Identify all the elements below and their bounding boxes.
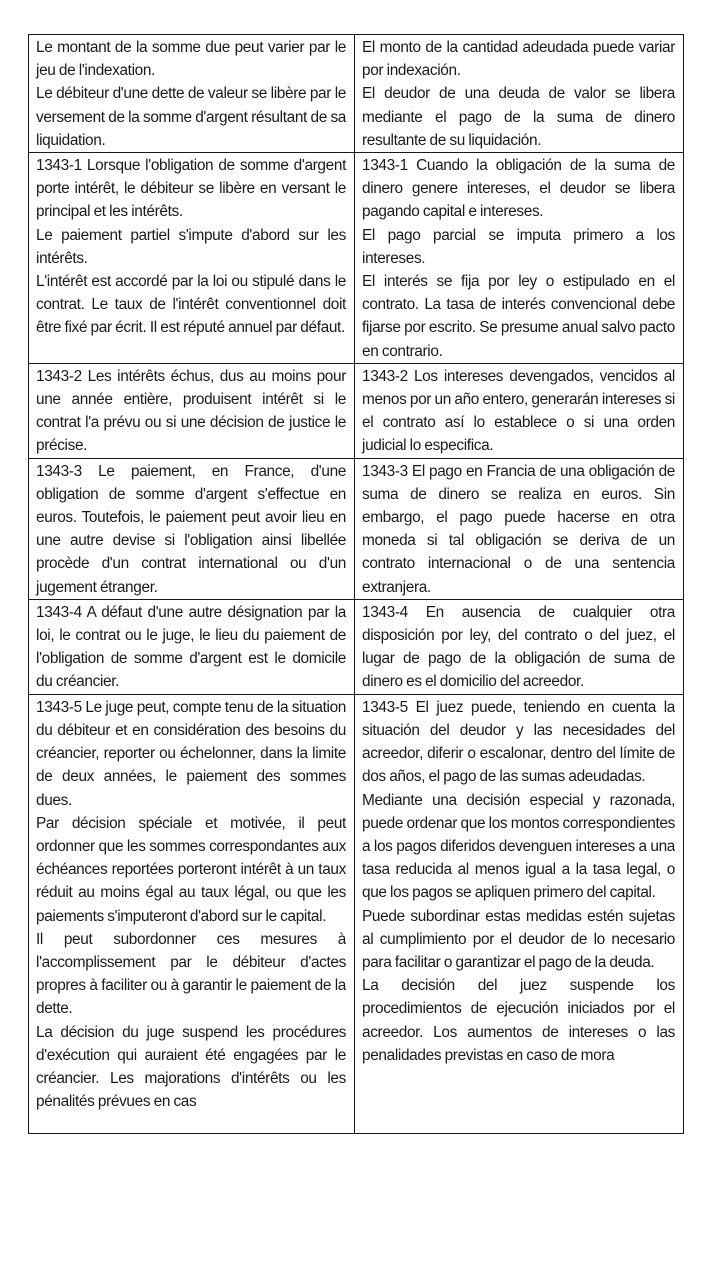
paragraph: L'intérêt est accordé par la loi ou stipulé dans le contrat. Le taux de l'intérêt conventionnel doit être fixé par écrit. Il est réputé annuel par défaut. [36,273,346,337]
spanish-cell [355,35,684,153]
paragraph: El deudor de una deuda de valor se libera mediante el pago de la suma de dinero resultante de su liquidación. [362,85,675,149]
table-row [29,694,684,1133]
table-row [29,363,684,458]
paragraph: 1343-1 Lorsque l'obligation de somme d'argent porte intérêt, le débiteur se libère en versant le principal et les intérêts. [36,157,346,221]
paragraph: 1343-2 Les intérêts échus, dus au moins pour une année entière, produisent intérêt si le contrat l'a prévu ou si une décision de justice le précise. [36,367,346,455]
spanish-cell [355,599,684,694]
paragraph: Par décision spéciale et motivée, il peut ordonner que les sommes correspondantes aux échéances reportées porteront intérêt à un taux réduit au moins égal au taux légal, ou que les paiements s'imputeront d'abord sur le capital. [36,814,346,925]
paragraph: 1343-3 El pago en Francia de una obligación de suma de dinero se realiza en euros. Sin embargo, el pago puede hacerse en otra moneda si tal obligación se deriva de un contrato internacional o de una sentencia extranjera. [362,462,675,596]
paragraph: La decisión del juez suspende los procedimientos de ejecución iniciados por el acreedor. Los aumentos de intereses o las penalidades previstas en caso de mora [362,977,675,1064]
paragraph: La décision du juge suspend les procédures d'exécution qui auraient été engagées par le créancier. Les majorations d'intérêts ou les pénalités prévues en cas [36,1023,346,1111]
paragraph: Le paiement partiel s'impute d'abord sur les intérêts. [36,226,346,267]
paragraph: Mediante una decisión especial y razonada, puede ordenar que los montos correspondientes a los pagos diferidos devenguen intereses a una tasa reducida al menos igual a la tasa legal, o que los pagos se apliquen primero del capital. [362,791,675,902]
french-cell [29,458,355,599]
table-row [29,599,684,694]
spanish-cell [355,694,684,1133]
paragraph: 1343-5 El juez puede, teniendo en cuenta la situación del deudor y las necesidades del acreedor, diferir o escalonar, dentro del límite de dos años, el pago de las sumas adeudadas. [362,698,675,786]
french-cell [29,153,355,364]
paragraph: El monto de la cantidad adeudada puede variar por indexación. [362,39,675,80]
paragraph: El interés se fija por ley o estipulado en el contrato. La tasa de interés convencional debe fijarse por escrito. Se presume anual salvo pacto en contrario. [362,273,675,360]
paragraph: Il peut subordonner ces mesures à l'accomplissement par le débiteur d'actes propres à faciliter ou à garantir le paiement de la dette. [36,930,346,1018]
paragraph: El pago parcial se imputa primero a los intereses. [362,226,675,267]
spanish-cell [355,153,684,364]
paragraph: Puede subordinar estas medidas estén sujetas al cumplimiento por el deudor de lo necesario para facilitar o garantizar el pago de la deuda. [362,907,675,971]
paragraph: 1343-4 A défaut d'une autre désignation par la loi, le contrat ou le juge, le lieu du paiement de l'obligation de somme d'argent est le domicile du créancier. [36,603,346,691]
bilingual-table [28,34,684,1134]
table-row [29,458,684,599]
french-cell [29,35,355,153]
paragraph: 1343-5 Le juge peut, compte tenu de la situation du débiteur et en considération des besoins du créancier, reporter ou échelonner, dans la limite de deux années, le paiement des sommes dues. [36,698,346,809]
french-cell [29,363,355,458]
spanish-cell [355,363,684,458]
paragraph: 1343-3 Le paiement, en France, d'une obligation de somme d'argent s'effectue en euros. Toutefois, le paiement peut avoir lieu en une autre devise si l'obligation ainsi libellée procède d'un contrat international ou d'un jugement étranger. [36,462,346,596]
spanish-cell [355,458,684,599]
table-row [29,153,684,364]
french-cell [29,599,355,694]
table-row [29,35,684,153]
paragraph: Le montant de la somme due peut varier par le jeu de l'indexation. [36,39,346,80]
paragraph: Le débiteur d'une dette de valeur se libère par le versement de la somme d'argent résultant de sa liquidation. [36,85,346,149]
french-cell [29,694,355,1133]
paragraph: 1343-1 Cuando la obligación de la suma de dinero genere intereses, el deudor se libera pagando capital e intereses. [362,157,675,221]
paragraph: 1343-4 En ausencia de cualquier otra disposición por ley, del contrato o del juez, el lugar de pago de la obligación de suma de dinero es el domicilio del acreedor. [362,603,675,691]
paragraph: 1343-2 Los intereses devengados, vencidos al menos por un año entero, generarán intereses si el contrato así lo establece o si una orden judicial lo especifica. [362,367,675,455]
